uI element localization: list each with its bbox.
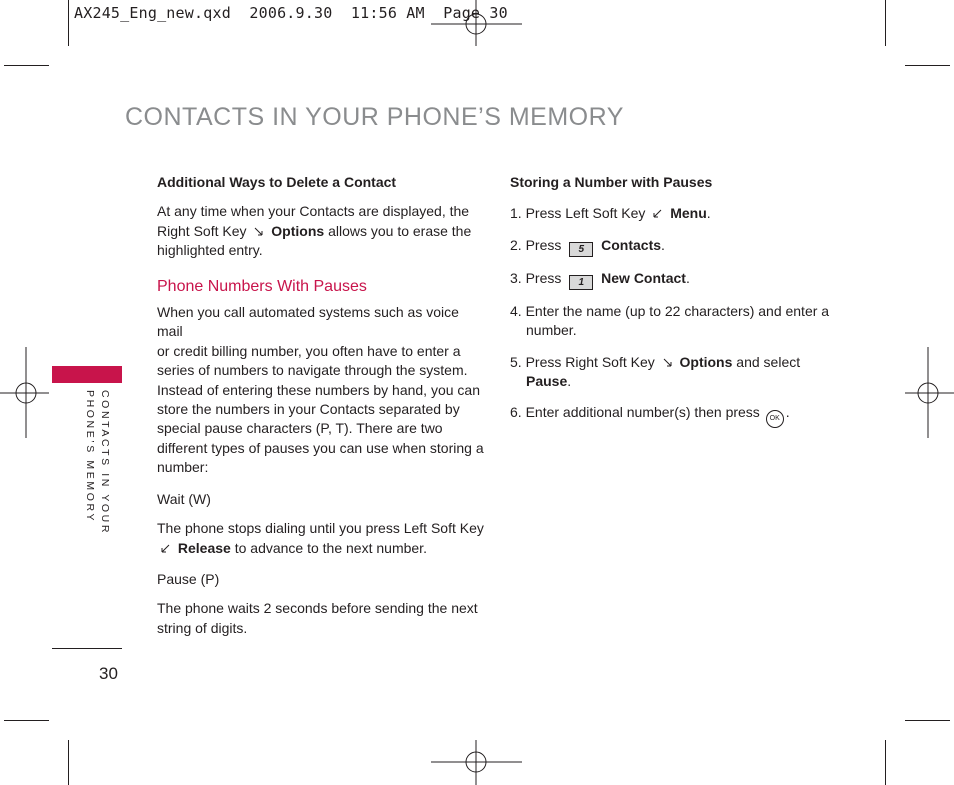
left-soft-key-icon [160, 543, 171, 554]
page-number-rule [52, 648, 122, 649]
right-column [510, 173, 840, 428]
text: string of digits. [157, 619, 248, 636]
step-5 [510, 353, 840, 392]
text: or credit billing number, you often have to enter a [157, 342, 461, 359]
paragraph [157, 599, 487, 638]
text: number. [526, 322, 577, 339]
text: CONTACTS IN YOUR [99, 390, 111, 536]
text: store the numbers in your Contacts separated by [157, 401, 460, 418]
section-heading: Storing a Number with Pauses [510, 174, 713, 190]
text: . [567, 373, 572, 390]
text: . [661, 236, 665, 253]
text: Options [271, 222, 325, 239]
left-column [157, 173, 487, 638]
label-wait: Wait (W) [157, 490, 211, 507]
text: to advance to the next number. [234, 539, 427, 556]
text: number: [157, 459, 209, 476]
text: 6. Enter additional number(s) then press [510, 404, 760, 421]
key-5-icon: 5 [569, 242, 593, 257]
section-heading: Additional Ways to Delete a Contact [157, 174, 397, 190]
text: Contacts [601, 236, 662, 253]
text: When you call automated systems such as voice mail [157, 304, 459, 340]
paragraph [157, 519, 487, 558]
step-4 [510, 302, 840, 341]
text: 2. Press [510, 236, 562, 253]
text: 4. Enter the name (up to 22 characters) and enter a [510, 302, 830, 319]
page-number: 30 [99, 664, 118, 683]
paragraph [157, 303, 487, 478]
step-6 [510, 403, 840, 428]
text: and select [736, 353, 801, 370]
text: series of numbers to navigate through the system. [157, 362, 468, 379]
text: 5. Press Right Soft Key [510, 353, 655, 370]
key-1-icon: 1 [569, 275, 593, 290]
text: . [785, 404, 790, 421]
text: Pause [526, 373, 568, 390]
text: special pause characters (P, T). There are two [157, 420, 443, 437]
paragraph [157, 202, 487, 260]
text: At any time when your Contacts are displayed, the [157, 203, 470, 220]
file-slug: AX245_Eng_new.qxd 2006.9.30 11:56 AM Page 30 [74, 4, 508, 22]
text: 1. Press Left Soft Key [510, 205, 646, 222]
page-title: CONTACTS IN YOUR PHONE’S MEMORY [125, 103, 624, 131]
text: The phone waits 2 seconds before sending the next [157, 600, 478, 617]
section-tab [52, 366, 122, 383]
sidebar-label [82, 390, 112, 535]
text: . [706, 205, 711, 222]
text: Right Soft Key [157, 222, 247, 239]
subsection-heading: Phone Numbers With Pauses [157, 277, 367, 295]
text: Options [679, 353, 733, 370]
step-1 [510, 204, 840, 223]
ok-key-icon: OK [766, 410, 784, 428]
text: Menu [670, 205, 707, 222]
text: 3. Press [510, 269, 562, 286]
text: different types of pauses you can use when storing a [157, 439, 484, 456]
text: Release [177, 539, 231, 556]
right-soft-key-icon [253, 226, 264, 237]
right-soft-key-icon [662, 357, 673, 368]
text: New Contact [601, 269, 686, 286]
text: PHONE’S MEMORY [84, 390, 96, 524]
text: . [685, 269, 690, 286]
text: highlighted entry. [157, 242, 263, 259]
text: allows you to erase the [328, 222, 472, 239]
text: The phone stops dialing until you press Left Soft Key [157, 520, 484, 537]
text: Instead of entering these numbers by hand, you can [157, 381, 480, 398]
label-pause: Pause (P) [157, 570, 220, 587]
step-2 [510, 236, 840, 257]
step-3 [510, 269, 840, 290]
left-soft-key-icon [652, 208, 663, 219]
